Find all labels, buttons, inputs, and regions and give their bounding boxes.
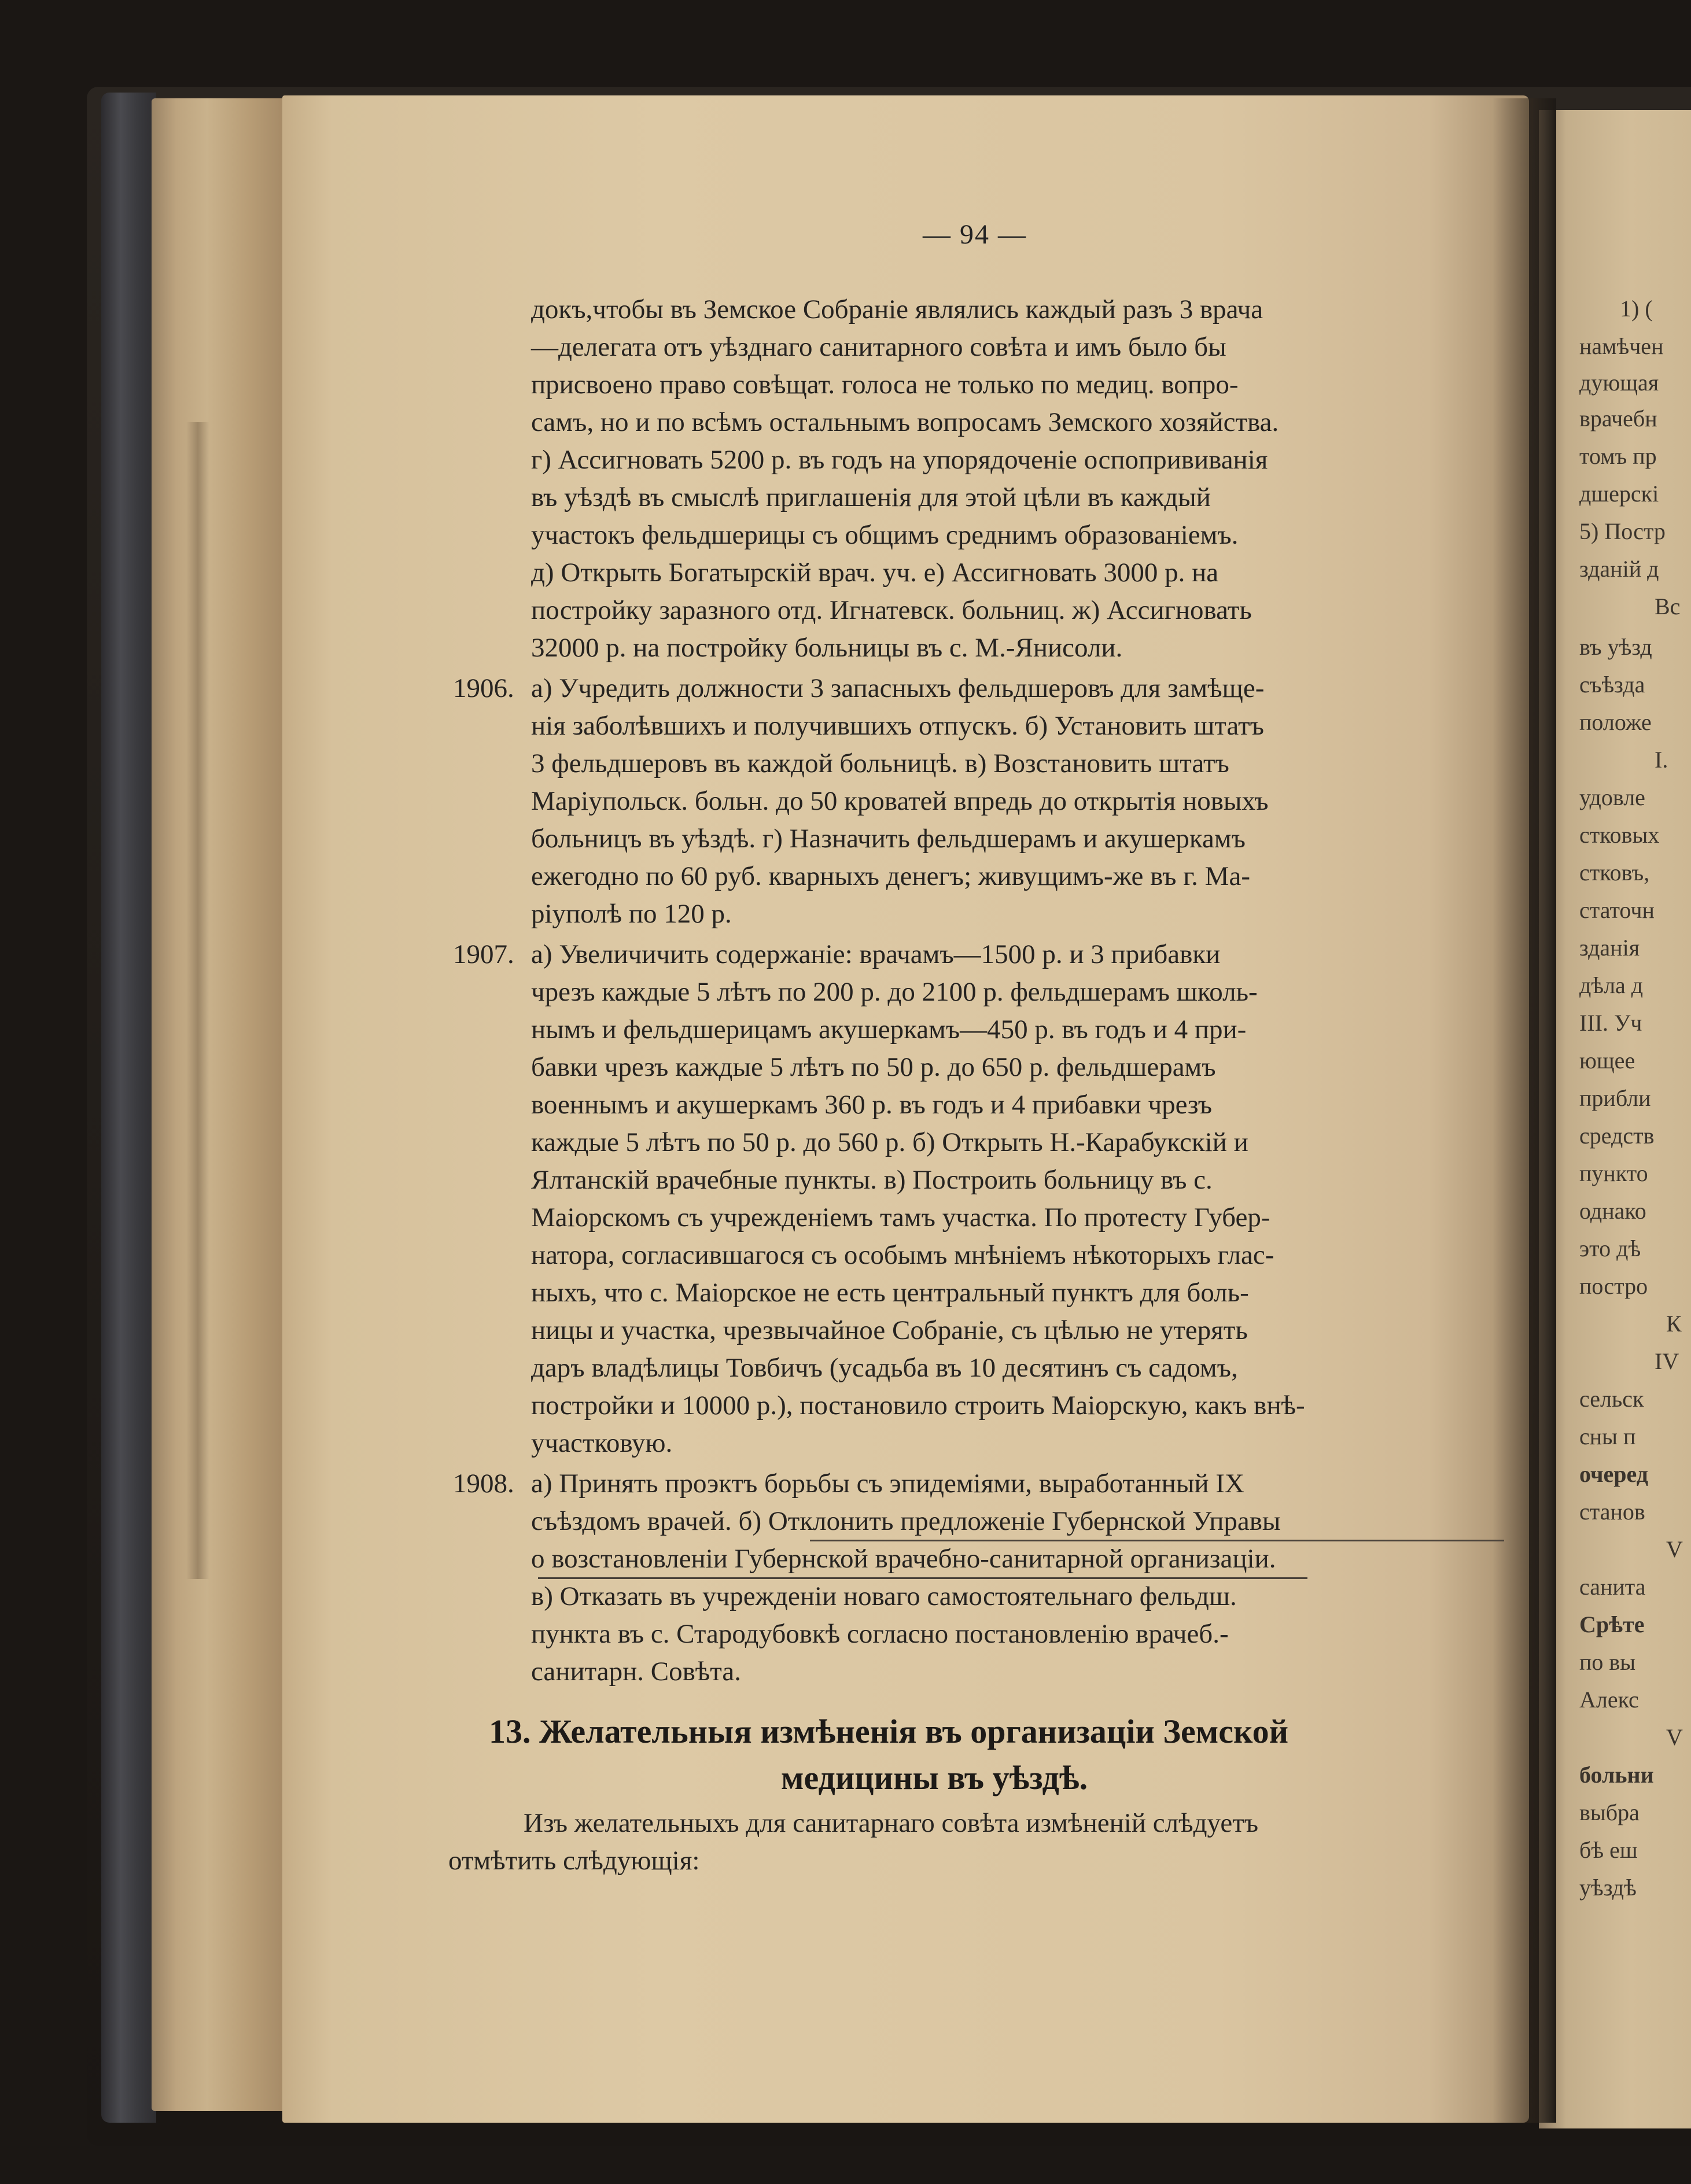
text-line: 3 фельдшеровъ въ каждой больницѣ. в) Возстановить штатъ bbox=[531, 748, 1229, 779]
page-edges bbox=[152, 98, 290, 2111]
fragment-line: V bbox=[1666, 1536, 1683, 1562]
text-line: ницы и участка, чрезвычайное Собраніе, съ цѣлью не утерять bbox=[531, 1315, 1248, 1345]
text-line: чрезъ каждые 5 лѣтъ по 200 р. до 2100 р. фельдшерамъ школь- bbox=[531, 977, 1258, 1007]
text-line: а) Принять проэктъ борьбы съ эпидеміями, выработанный IX bbox=[531, 1469, 1244, 1499]
text-line: Изъ желательныхъ для санитарнаго совѣта измѣненій слѣдуетъ bbox=[524, 1808, 1259, 1838]
text-line: г) Ассигновать 5200 р. въ годъ на упорядоченіе оспопрививанія bbox=[531, 445, 1268, 475]
text-line: д) Открыть Богатырскій врач. уч. е) Ассигновать 3000 р. на bbox=[531, 558, 1219, 588]
fragment-line: дшерскі bbox=[1579, 481, 1659, 507]
text-line: пункта въ с. Стародубовкѣ согласно постановленію врачеб.- bbox=[531, 1619, 1229, 1649]
text-line: а) Учредить должности 3 запасныхъ фельдшеровъ для замѣще- bbox=[531, 673, 1265, 703]
fragment-line: К bbox=[1666, 1311, 1682, 1337]
fragment-line: санита bbox=[1579, 1574, 1646, 1600]
section-heading: 13. Желательныя измѣненія въ организаціи Земской bbox=[489, 1713, 1289, 1750]
text-line: Маріупольск. больн. до 50 кроватей впредь до открытія новыхъ bbox=[531, 786, 1269, 816]
fragment-line: 1) ( bbox=[1620, 296, 1653, 322]
fragment-line: статочн bbox=[1579, 897, 1655, 923]
text-line: каждые 5 лѣтъ по 50 р. до 560 р. б) Открыть Н.-Карабукскій и bbox=[531, 1127, 1248, 1157]
text-line: больницъ въ уѣздѣ. г) Назначить фельдшерамъ и акушеркамъ bbox=[531, 824, 1246, 854]
fragment-line: I. bbox=[1655, 747, 1668, 773]
fragment-line: сны п bbox=[1579, 1423, 1636, 1449]
pencil-underline bbox=[538, 1576, 1307, 1579]
year-label: 1906. bbox=[453, 673, 514, 703]
fragment-line: положе bbox=[1579, 709, 1652, 735]
fragment-line: уѣздѣ bbox=[1579, 1875, 1637, 1901]
fragment-line: это дѣ bbox=[1579, 1235, 1641, 1261]
text-line: самъ, но и по всѣмъ остальнымъ вопросамъ Земского хозяйства. bbox=[531, 407, 1279, 437]
text-line: санитарн. Совѣта. bbox=[531, 1657, 742, 1687]
text-line: натора, согласившагося съ особымъ мнѣніемъ нѣкоторыхъ глас- bbox=[531, 1240, 1274, 1270]
fragment-line: очеред bbox=[1579, 1461, 1648, 1487]
fragment-line: выбра bbox=[1579, 1799, 1640, 1825]
text-line: ежегодно по 60 руб. кварныхъ денегъ; живущимъ-же въ г. Ма- bbox=[531, 861, 1250, 891]
fragment-line: стковых bbox=[1579, 822, 1660, 848]
year-label: 1907. bbox=[453, 939, 514, 969]
text-line: въ уѣздѣ въ смыслѣ приглашенія для этой цѣли въ каждый bbox=[531, 482, 1211, 512]
fragment-line: III. Уч bbox=[1579, 1010, 1642, 1036]
text-line: военнымъ и акушеркамъ 360 р. въ годъ и 4 прибавки чрезъ bbox=[531, 1090, 1213, 1120]
text-line: Ялтанскій врачебные пункты. в) Построить больницу въ с. bbox=[531, 1165, 1213, 1195]
fragment-line: зданія bbox=[1579, 935, 1640, 961]
pencil-underline bbox=[810, 1539, 1504, 1541]
fragment-line: прибли bbox=[1579, 1085, 1651, 1111]
fragment-line: V bbox=[1666, 1724, 1683, 1750]
fragment-line: дующая bbox=[1579, 370, 1659, 396]
fragment-line: IV bbox=[1655, 1348, 1679, 1374]
text-line: съѣздомъ врачей. б) Отклонить предложеніе Губернской Управы bbox=[531, 1506, 1281, 1536]
text-line: участокъ фельдшерицы съ общимъ среднимъ образованіемъ. bbox=[531, 520, 1239, 550]
fragment-line: станов bbox=[1579, 1499, 1645, 1525]
fragment-line: зданій д bbox=[1579, 556, 1659, 582]
fragment-line: сельск bbox=[1579, 1386, 1644, 1412]
fragment-line: Алекс bbox=[1579, 1687, 1639, 1713]
fragment-line: 5) Постр bbox=[1579, 518, 1666, 544]
fragment-line: стковъ, bbox=[1579, 859, 1650, 886]
text-line: участковую. bbox=[531, 1428, 673, 1458]
text-line: нія заболѣвшихъ и получившихъ отпускъ. б) Установить штатъ bbox=[531, 711, 1264, 741]
fragment-line: Вс bbox=[1655, 593, 1681, 619]
text-line: а) Увеличичить содержаніе: врачамъ—1500 р. и 3 прибавки bbox=[531, 939, 1221, 969]
fragment-line: ющее bbox=[1579, 1047, 1635, 1073]
text-line: докъ,чтобы въ Земское Собраніе являлись каждый разъ 3 врача bbox=[531, 294, 1263, 324]
fragment-line: съѣзда bbox=[1579, 672, 1645, 698]
text-line: —делегата отъ уѣзднаго санитарного совѣта и имъ было бы bbox=[531, 332, 1226, 362]
text-line: присвоено право совѣщат. голоса не только по медиц. вопро- bbox=[531, 370, 1239, 400]
fragment-line: по вы bbox=[1579, 1649, 1636, 1675]
text-line: ріуполѣ по 120 р. bbox=[531, 899, 732, 929]
year-label: 1908. bbox=[453, 1469, 514, 1499]
fragment-line: постро bbox=[1579, 1273, 1648, 1299]
fragment-line: дѣла д bbox=[1579, 972, 1644, 998]
text-line: в) Отказать въ учрежденіи новаго самостоятельнаго фельдш. bbox=[531, 1581, 1237, 1611]
fragment-line: однако bbox=[1579, 1198, 1646, 1224]
text-line: даръ владѣлицы Товбичъ (усадьба въ 10 десятинъ съ садомъ, bbox=[531, 1353, 1238, 1383]
fragment-line: больни bbox=[1579, 1762, 1654, 1788]
text-line: ныхъ, что с. Маіорское не есть центральный пунктъ для боль- bbox=[531, 1278, 1249, 1308]
fragment-line: средств bbox=[1579, 1123, 1655, 1149]
text-line: отмѣтить слѣдующія: bbox=[448, 1846, 700, 1876]
fragment-line: удовле bbox=[1579, 784, 1645, 810]
text-line: о возстановленіи Губернской врачебно-санитарной организаціи. bbox=[531, 1544, 1276, 1574]
text-line: Маіорскомъ съ учрежденіемъ тамъ участка. По протесту Губер- bbox=[531, 1202, 1270, 1233]
fragment-line: намѣчен bbox=[1579, 333, 1664, 359]
text-line: постройки и 10000 р.), постановило строить Маіорскую, какъ внѣ- bbox=[531, 1390, 1305, 1421]
fragment-line: пункто bbox=[1579, 1160, 1648, 1186]
text-line: 32000 р. на постройку больницы въ с. М.-Янисоли. bbox=[531, 633, 1123, 663]
fragment-line: Срѣте bbox=[1579, 1611, 1645, 1637]
fragment-line: томъ пр bbox=[1579, 443, 1657, 469]
book-gutter bbox=[1493, 98, 1556, 2123]
text-line: нымъ и фельдшерицамъ акушеркамъ—450 р. въ годъ и 4 при- bbox=[531, 1014, 1247, 1045]
fragment-line: врачебн bbox=[1579, 405, 1657, 431]
fragment-line: бѣ еш bbox=[1579, 1837, 1638, 1863]
page-number: — 94 — bbox=[923, 219, 1027, 250]
fragment-line: въ уѣзд bbox=[1579, 634, 1652, 660]
book-cover-spine bbox=[101, 93, 156, 2123]
section-heading: медицины въ уѣздѣ. bbox=[781, 1759, 1088, 1796]
text-line: постройку заразного отд. Игнатевск. больниц. ж) Ассигновать bbox=[531, 595, 1252, 625]
text-line: бавки чрезъ каждые 5 лѣтъ по 50 р. до 650 р. фельдшерамъ bbox=[531, 1052, 1216, 1082]
